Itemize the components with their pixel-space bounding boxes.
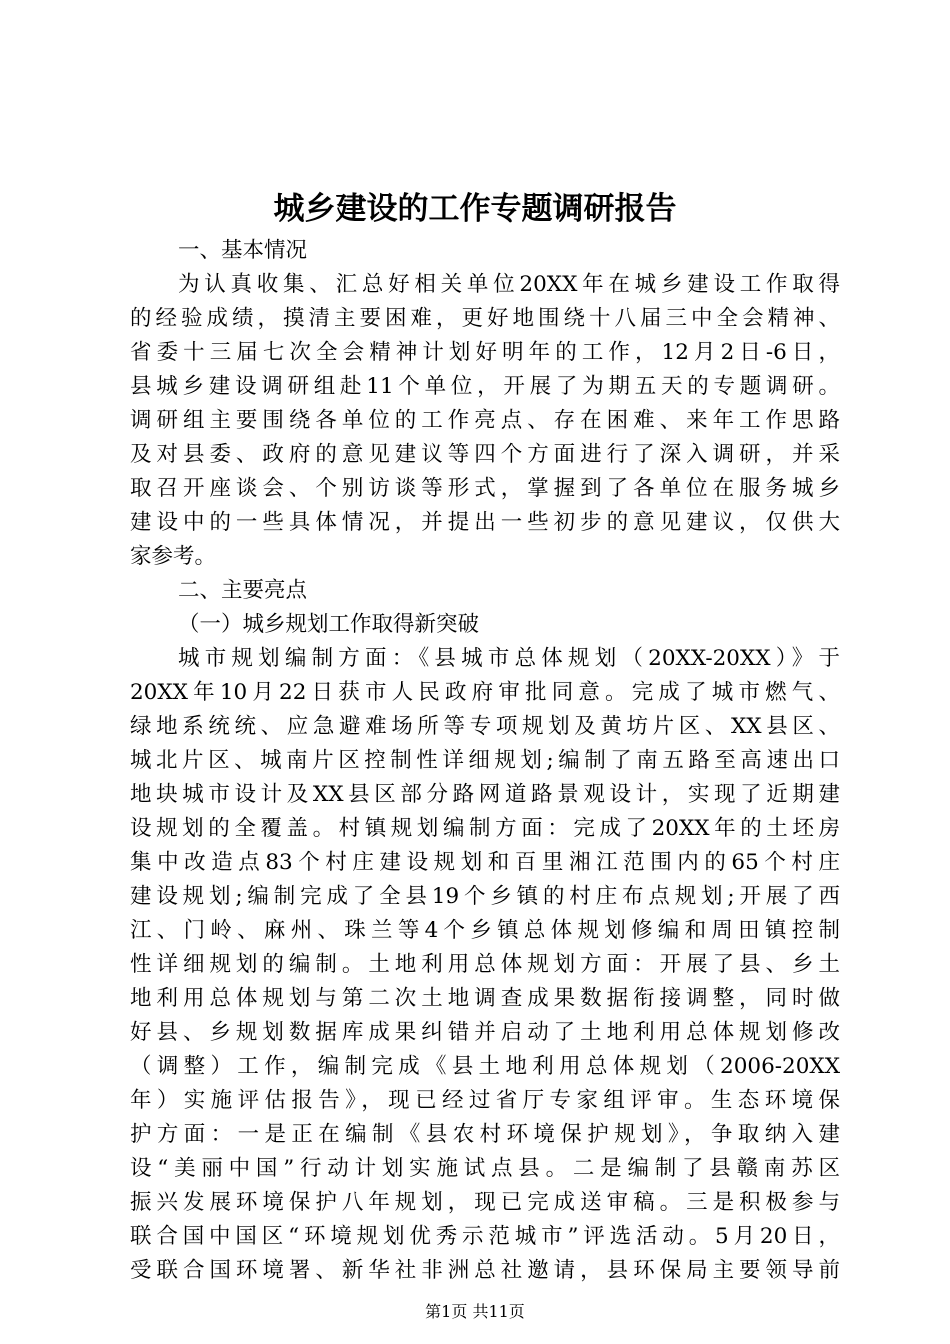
section-heading-highlights: 二、主要亮点: [178, 578, 308, 603]
paragraph-line: 江、门岭、麻州、珠兰等4个乡镇总体规划修编和周田镇控制: [130, 918, 840, 943]
paragraph-line: 绿地系统统、应急避难场所等专项规划及黄坊片区、XX县区、: [130, 714, 840, 739]
paragraph-line: 联合国中国区“环境规划优秀示范城市”评选活动。5月20日，: [130, 1224, 840, 1249]
paragraph-line: 县城乡建设调研组赴11个单位，开展了为期五天的专题调研。: [130, 374, 840, 399]
paragraph-line: 取召开座谈会、个别访谈等形式，掌握到了各单位在服务城乡: [130, 476, 840, 501]
paragraph-line: 城北片区、城南片区控制性详细规划;编制了南五路至高速出口: [130, 748, 840, 773]
paragraph-line: 护方面：一是正在编制《县农村环境保护规划》，争取纳入建: [130, 1122, 840, 1147]
paragraph-line: 振兴发展环境保护八年规划，现已完成送审稿。三是积极参与: [130, 1190, 840, 1215]
paragraph-line: 调研组主要围绕各单位的工作亮点、存在困难、来年工作思路: [130, 408, 840, 433]
subsection-heading: （一）城乡规划工作取得新突破: [178, 612, 480, 637]
section-heading-basic: 一、基本情况: [178, 238, 308, 263]
paragraph-line: 省委十三届七次全会精神计划好明年的工作，12月2日-6日，: [130, 340, 840, 365]
paragraph-line: 年）实施评估报告》，现已经过省厅专家组评审。生态环境保: [130, 1088, 840, 1113]
document-title: 城乡建设的工作专题调研报告: [273, 191, 677, 227]
paragraph-line: 的经验成绩，摸清主要困难，更好地围绕十八届三中全会精神、: [130, 306, 840, 331]
paragraph-line: 地块城市设计及XX县区部分路网道路景观设计，实现了近期建: [130, 782, 840, 807]
paragraph-line: 受联合国环境署、新华社非洲总社邀请，县环保局主要领导前: [130, 1258, 840, 1283]
paragraph-line: 好县、乡规划数据库成果纠错并启动了土地利用总体规划修改: [130, 1020, 840, 1045]
paragraph-line: 性详细规划的编制。土地利用总体规划方面：开展了县、乡土: [130, 952, 840, 977]
paragraph-line: （调整）工作，编制完成《县土地利用总体规划（2006-20XX: [130, 1054, 840, 1079]
paragraph-line: 设“美丽中国”行动计划实施试点县。二是编制了县赣南苏区: [130, 1156, 840, 1181]
paragraph-line: 家参考。: [130, 544, 217, 569]
paragraph-line: 20XX年10月22日获市人民政府审批同意。完成了城市燃气、: [130, 680, 840, 705]
paragraph-line: 及对县委、政府的意见建议等四个方面进行了深入调研，并采: [130, 442, 840, 467]
page-footer: 第1页 共11页: [425, 1302, 525, 1321]
paragraph-line: 设规划的全覆盖。村镇规划编制方面：完成了20XX年的土坯房: [130, 816, 840, 841]
paragraph-line: 地利用总体规划与第二次土地调查成果数据衔接调整，同时做: [130, 986, 840, 1011]
paragraph-line: 城市规划编制方面：《县城市总体规划（20XX-20XX）》于: [178, 646, 840, 671]
paragraph-line: 建设中的一些具体情况，并提出一些初步的意见建议，仅供大: [130, 510, 840, 535]
paragraph-line: 集中改造点83个村庄建设规划和百里湘江范围内的65个村庄: [130, 850, 840, 875]
paragraph-line: 建设规划;编制完成了全县19个乡镇的村庄布点规划;开展了西: [130, 884, 840, 909]
paragraph-line: 为认真收集、汇总好相关单位20XX年在城乡建设工作取得: [178, 272, 840, 297]
